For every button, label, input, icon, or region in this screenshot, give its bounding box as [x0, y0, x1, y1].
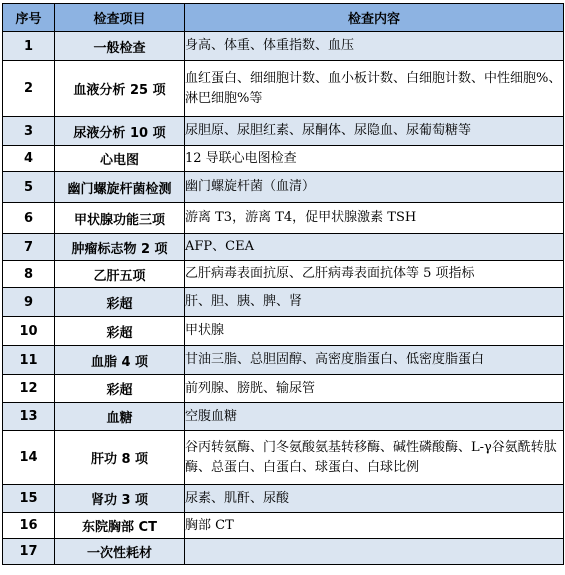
table-row — [3, 203, 564, 234]
table-row — [3, 431, 564, 485]
row-content: 空腹血糖 — [185, 403, 564, 431]
row-number: 10 — [3, 317, 55, 346]
row-number: 11 — [3, 346, 55, 375]
table-row — [3, 234, 564, 261]
row-number: 1 — [3, 32, 55, 61]
row-number: 5 — [3, 172, 55, 203]
table-row — [3, 32, 564, 61]
row-item: 东院胸部 CT — [55, 513, 185, 539]
row-content: 幽门螺旋杆菌（血清） — [185, 172, 564, 203]
row-content: 肝、胆、胰、脾、肾 — [185, 288, 564, 317]
row-content: 谷丙转氨酶、门冬氨酸氨基转移酶、碱性磷酸酶、L-γ谷氨酰转肽酶、总蛋白、白蛋白、球蛋白、白球比例 — [185, 431, 564, 485]
row-content: 身高、体重、体重指数、血压 — [185, 32, 564, 61]
row-item: 彩超 — [55, 288, 185, 317]
row-number: 17 — [3, 539, 55, 565]
table-row — [3, 513, 564, 539]
exam-items-table — [2, 3, 564, 565]
row-item: 甲状腺功能三项 — [55, 203, 185, 234]
row-number: 16 — [3, 513, 55, 539]
row-number: 9 — [3, 288, 55, 317]
table-row — [3, 317, 564, 346]
table-header-row — [3, 4, 564, 32]
row-item: 肿瘤标志物 2 项 — [55, 234, 185, 261]
row-item: 彩超 — [55, 375, 185, 403]
table-row — [3, 117, 564, 146]
table-row — [3, 288, 564, 317]
row-number: 15 — [3, 485, 55, 513]
table-row — [3, 172, 564, 203]
row-item: 幽门螺旋杆菌检测 — [55, 172, 185, 203]
table-row — [3, 261, 564, 288]
row-content: 血红蛋白、细细胞计数、血小板计数、白细胞计数、中性细胞%、淋巴细胞%等 — [185, 61, 564, 117]
row-item: 血糖 — [55, 403, 185, 431]
row-content: 甲状腺 — [185, 317, 564, 346]
header-number: 序号 — [3, 4, 55, 32]
table-row — [3, 403, 564, 431]
header-item: 检查项目 — [55, 4, 185, 32]
table-row — [3, 346, 564, 375]
table-row — [3, 485, 564, 513]
row-item: 乙肝五项 — [55, 261, 185, 288]
row-item: 血液分析 25 项 — [55, 61, 185, 117]
row-content: 尿胆原、尿胆红素、尿酮体、尿隐血、尿葡萄糖等 — [185, 117, 564, 146]
row-number: 3 — [3, 117, 55, 146]
row-content: 12 导联心电图检查 — [185, 146, 564, 172]
row-number: 6 — [3, 203, 55, 234]
table-row — [3, 146, 564, 172]
row-content: 前列腺、膀胱、输尿管 — [185, 375, 564, 403]
row-number: 2 — [3, 61, 55, 117]
row-number: 12 — [3, 375, 55, 403]
row-content: 胸部 CT — [185, 513, 564, 539]
row-item: 心电图 — [55, 146, 185, 172]
row-number: 8 — [3, 261, 55, 288]
row-item: 血脂 4 项 — [55, 346, 185, 375]
row-item: 肝功 8 项 — [55, 431, 185, 485]
row-number: 4 — [3, 146, 55, 172]
table-row — [3, 61, 564, 117]
table-row — [3, 375, 564, 403]
header-content: 检查内容 — [185, 4, 564, 32]
row-number: 13 — [3, 403, 55, 431]
row-content: 游离 T3，游离 T4，促甲状腺激素 TSH — [185, 203, 564, 234]
row-number: 7 — [3, 234, 55, 261]
row-item: 肾功 3 项 — [55, 485, 185, 513]
row-item: 一般检查 — [55, 32, 185, 61]
row-number: 14 — [3, 431, 55, 485]
row-content: 乙肝病毒表面抗原、乙肝病毒表面抗体等 5 项指标 — [185, 261, 564, 288]
row-item: 尿液分析 10 项 — [55, 117, 185, 146]
table-row — [3, 539, 564, 565]
row-content: AFP、CEA — [185, 234, 564, 261]
row-content: 甘油三脂、总胆固醇、高密度脂蛋白、低密度脂蛋白 — [185, 346, 564, 375]
row-content — [185, 539, 564, 565]
row-item: 一次性耗材 — [55, 539, 185, 565]
row-content: 尿素、肌酐、尿酸 — [185, 485, 564, 513]
row-item: 彩超 — [55, 317, 185, 346]
